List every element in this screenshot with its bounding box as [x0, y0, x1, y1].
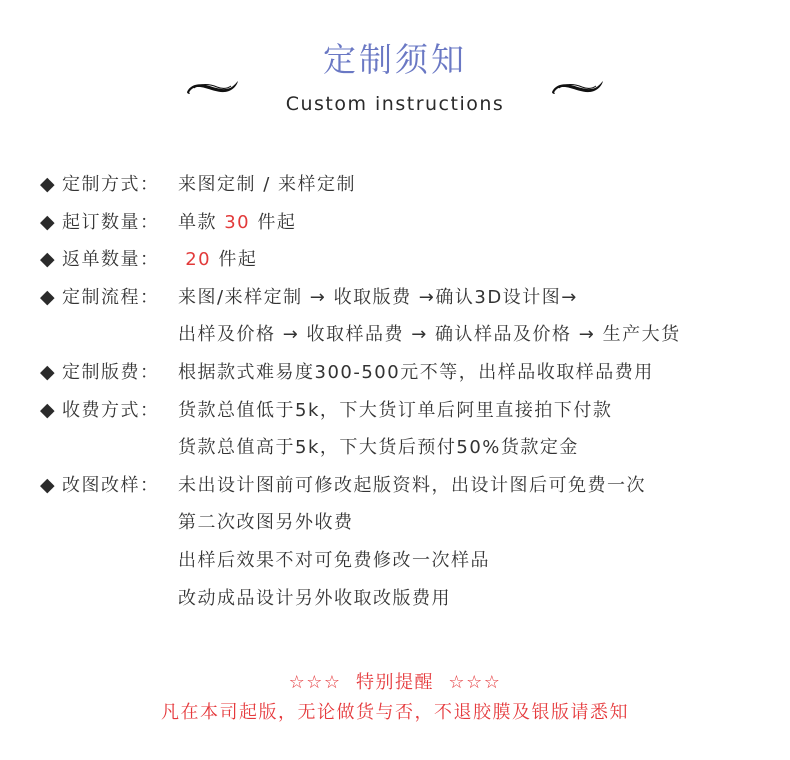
item-label: 定制流程： — [62, 286, 160, 308]
diamond-bullet-icon: ◆ — [40, 473, 57, 496]
item-value-suffix: 件起 — [211, 249, 258, 271]
special-reminder-text: 凡在本司起版，无论做货与否，不退胶膜及银版请悉知 — [161, 702, 629, 723]
list-item — [40, 354, 780, 392]
instruction-list — [40, 166, 780, 617]
item-value: 货款总值高于5k，下大货后预付50%货款定金 — [178, 437, 579, 459]
list-item-continuation — [40, 542, 780, 580]
list-item — [40, 279, 780, 317]
list-item-continuation — [40, 429, 780, 467]
item-value: 来图定制 / 来样定制 — [178, 174, 357, 195]
list-item — [40, 204, 780, 242]
item-label: 定制版费： — [62, 361, 160, 383]
item-value: 货款总值低于5k，下大货订单后阿里直接拍下付款 — [178, 399, 613, 421]
item-label: 定制方式： — [62, 174, 160, 195]
reorder-quantity: 20 — [185, 249, 212, 271]
min-order-quantity: 30 — [224, 211, 251, 233]
list-item-continuation — [40, 580, 780, 618]
item-value: 出样及价格 → 收取样品费 → 确认样品及价格 → 生产大货 — [178, 324, 681, 346]
diamond-bullet-icon: ◆ — [40, 360, 57, 383]
item-value: 来图/来样定制 → 收取版费 →确认3D设计图→ — [178, 286, 578, 308]
diamond-bullet-icon: ◆ — [40, 398, 57, 421]
item-value-suffix: 件起 — [250, 211, 297, 233]
list-item — [40, 241, 780, 279]
page-subtitle: Custom instructions — [285, 93, 505, 115]
diamond-bullet-icon: ◆ — [40, 285, 57, 308]
list-item-continuation — [40, 504, 780, 542]
item-label: 返单数量： — [62, 249, 160, 271]
item-value: 未出设计图前可修改起版资料，出设计图后可免费一次 — [178, 474, 646, 496]
item-value: 改动成品设计另外收取改版费用 — [178, 587, 451, 609]
list-item — [40, 467, 780, 505]
item-label: 起订数量： — [62, 211, 160, 233]
page-title: 定制须知 — [323, 40, 467, 79]
diamond-bullet-icon: ◆ — [40, 173, 57, 195]
item-value: 出样后效果不对可免费修改一次样品 — [178, 549, 490, 571]
item-label: 收费方式： — [62, 399, 160, 421]
list-item — [40, 166, 780, 204]
item-label: 改图改样： — [62, 474, 160, 496]
item-value: 单款 — [178, 211, 225, 233]
item-value: 第二次改图另外收费 — [178, 512, 354, 534]
item-value: 根据款式难易度300-500元不等，出样品收取样品费用 — [178, 361, 654, 383]
list-item-continuation — [40, 316, 780, 354]
special-reminder-heading: ☆☆☆ 特别提醒 ☆☆☆ — [288, 672, 502, 693]
diamond-bullet-icon: ◆ — [40, 210, 57, 233]
list-item — [40, 392, 780, 430]
diamond-bullet-icon: ◆ — [40, 248, 57, 271]
